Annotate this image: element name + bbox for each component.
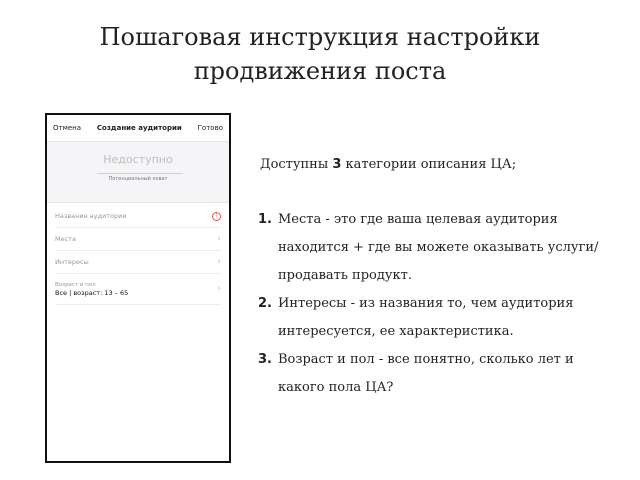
age-gender-label: Возраст и пол	[55, 281, 96, 288]
potential-reach-label: Потенциальный охват	[108, 176, 168, 182]
chevron-right-icon: ›	[217, 233, 221, 244]
slide-title-line-1: Пошаговая инструкция настройки	[99, 23, 541, 51]
step-text: Интересы - из названия то, чем аудитория интересуется, ее характеристика.	[278, 296, 574, 339]
interests-row[interactable]	[55, 251, 221, 274]
description-suffix: категории описания ЦА;	[341, 157, 517, 172]
age-gender-row[interactable]	[55, 274, 221, 305]
steps-list	[258, 206, 618, 402]
description-prefix: Доступны	[260, 157, 333, 172]
places-row[interactable]	[55, 228, 221, 251]
reach-divider	[97, 173, 183, 174]
categories-count: 3	[332, 157, 342, 172]
chevron-right-icon: ›	[217, 283, 221, 294]
slide-title-line-2: продвижения поста	[193, 57, 447, 85]
error-icon: !	[212, 212, 221, 221]
age-gender-value: Все | возраст: 13 – 65	[55, 288, 129, 297]
list-item	[258, 290, 618, 346]
chevron-right-icon: ›	[217, 256, 221, 267]
nav-bar	[47, 115, 229, 141]
audience-name-field[interactable]	[55, 205, 221, 228]
screen-title: Создание аудитории	[96, 124, 182, 132]
slide-title	[0, 20, 640, 88]
done-button[interactable]: Готово	[197, 124, 223, 132]
step-text: Места - это где ваша целевая аудитория находится + где вы можете оказывать услуги/продавать продукт.	[278, 212, 599, 283]
audience-form	[47, 205, 229, 305]
cancel-button[interactable]: Отмена	[53, 124, 82, 132]
audience-name-label: Название аудитории	[55, 212, 127, 220]
list-item	[258, 206, 618, 290]
step-number: 1.	[258, 212, 272, 227]
age-gender-text	[55, 282, 128, 297]
unavailable-text: Недоступно	[103, 153, 173, 166]
places-label: Места	[55, 235, 76, 243]
interests-label: Интересы	[55, 258, 89, 266]
categories-description	[260, 157, 516, 172]
step-number: 2.	[258, 296, 272, 311]
list-item	[258, 346, 618, 402]
reach-panel	[47, 141, 229, 203]
step-text: Возраст и пол - все понятно, сколько лет и какого пола ЦА?	[278, 352, 574, 395]
step-number: 3.	[258, 352, 272, 367]
phone-screenshot	[45, 113, 231, 463]
